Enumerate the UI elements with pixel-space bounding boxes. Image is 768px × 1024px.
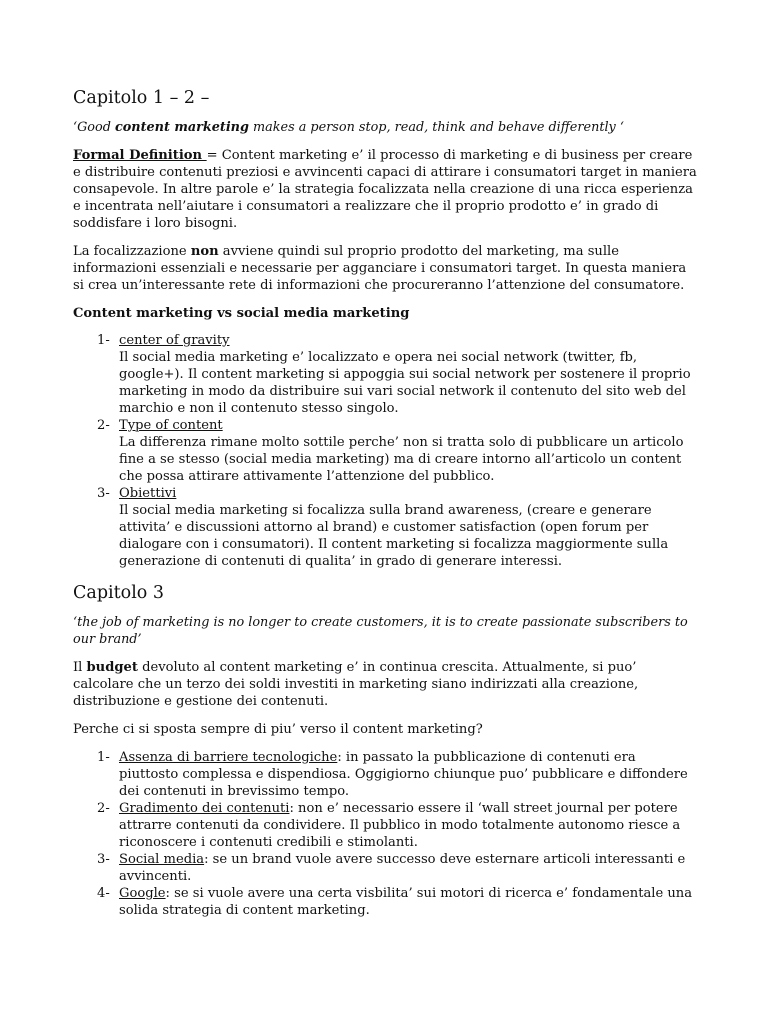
chapter-3-quote: ‘the job of marketing is no longer to create customers, it is to create passionate subscribers to our brand’ [73,615,688,647]
formal-definition-label: Formal Definition [73,148,207,163]
budget-paragraph: Il budget devoluto al content marketing e’ in continua crescita. Attualmente, si puo’ calcolare che un terzo dei soldi investiti in marketing siano indirizzati alla creazione, distribuzione e gestione dei contenuti. [73,660,639,709]
list-item: 1- Assenza di barriere tecnologiche: in passato la pubblicazione di contenuti era piuttosto complessa e dispendiosa. Oggigiorno chiunque puo’ pubblicare e diffondere dei contenuti in brevissimo tempo. [97,750,688,799]
comparison-list [73,332,698,570]
comparison-subheading: Content marketing vs social media marketing [73,306,410,321]
focus-paragraph: La focalizzazione non avviene quindi sul proprio prodotto del marketing, ma sulle informazioni essenziali e necessarie per agganciare i consumatori target. In questa maniera si crea un’interessante rete di informazioni che procureranno l’attenzione del consumatore. [73,244,687,293]
list-item: 2- Gradimento dei contenuti: non e’ necessario essere il ‘wall street journal per potere attrarre contenuti da condividere. Il pubblico in modo totalmente autonomo riesce a riconoscere i contenuti credibili e stimolanti. [97,801,681,850]
formal-definition-paragraph: Formal Definition = Content marketing e’ il processo di marketing e di business per creare e distribuire contenuti preziosi e avvincenti capaci di attirare i consumatori target in maniera consapevole. In altre parole e’ la strategia focalizzata nella creazione di una ricca esperienza e incentrata nell’aiutare i consumatori a realizzare che il proprio prodotto e’ in grado di soddisfare i loro bisogni. [73,148,697,231]
list-item: 2- Type of content La differenza rimane molto sottile perche’ non si tratta solo di pubblicare un articolo fine a se stesso (social media marketing) ma di creare intorno all’articolo un content che possa attirare attivamente l’attenzione del pubblico. [97,418,684,484]
document-page [73,86,698,930]
question-paragraph: Perche ci si sposta sempre di piu’ verso il content marketing? [73,722,483,737]
list-item: 3- Social media: se un brand vuole avere successo deve esternare articoli interessanti e avvincenti. [97,852,686,884]
list-item: 1- center of gravity Il social media marketing e’ localizzato e opera nei social network (twitter, fb, google+). Il content marketing si appoggia sui social network per sostenere il proprio marketing in modo da distribuire sui vari social network il contenuto del sito web del marchio e non il contenuto stesso singolo. [97,333,691,416]
chapter-3-heading: Capitolo 3 [73,583,165,603]
chapter-1-quote: ‘Good content marketing makes a person stop, read, think and behave differently ‘ [73,120,624,135]
list-item: 4- Google: se si vuole avere una certa visbilita’ sui motori di ricerca e’ fondamentale una solida strategia di content marketing. [97,886,693,918]
chapter-1-2-heading: Capitolo 1 – 2 – [73,88,210,108]
list-item: 3- Obiettivi Il social media marketing si focalizza sulla brand awareness, (creare e generare attivita’ e discussioni attorno al brand) e customer satisfaction (open forum per dialogare con i consumatori). Il content marketing si focalizza maggiormente sulla generazione di contenuti di qualita’ in grado di generare interessi. [97,486,669,569]
reasons-list [73,749,698,919]
